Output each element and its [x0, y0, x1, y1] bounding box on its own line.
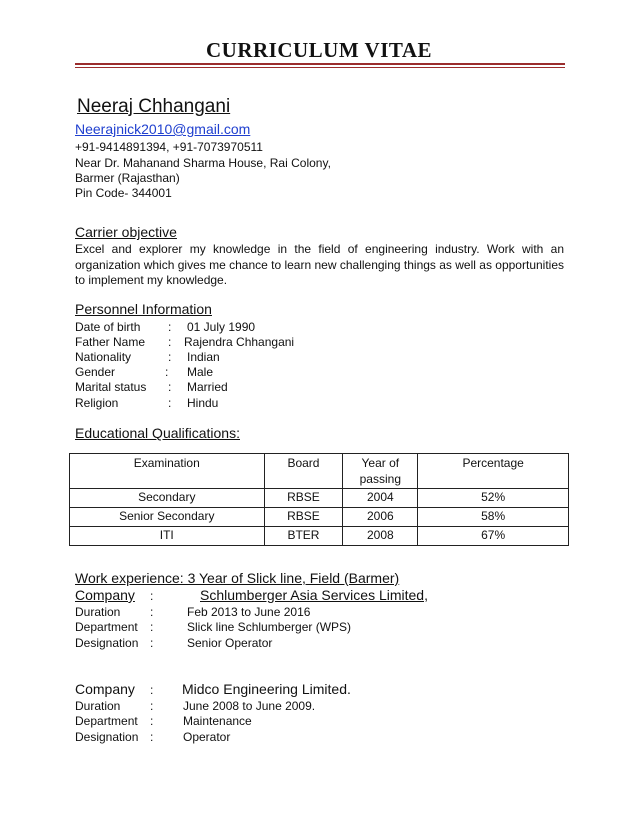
marital-status-colon: :	[168, 380, 172, 394]
marital-status-label: Marital status	[75, 380, 147, 394]
exam-cell: Senior Secondary	[70, 508, 265, 527]
column-header-percentage: Percentage	[418, 454, 569, 489]
gender-label: Gender	[75, 365, 116, 379]
table-row	[70, 508, 569, 527]
pin-code: Pin Code- 344001	[75, 186, 172, 200]
year-cell: 2004	[343, 489, 418, 508]
year-cell: 2008	[343, 527, 418, 546]
address-line-1: Near Dr. Mahanand Sharma House, Rai Colony,	[75, 156, 331, 170]
exam-cell: Secondary	[70, 489, 265, 508]
designation-label: Designation	[75, 636, 139, 650]
duration-value: Feb 2013 to June 2016	[187, 605, 311, 619]
department-value: Slick line Schlumberger (WPS)	[187, 620, 352, 634]
company-colon: :	[150, 683, 154, 697]
gender-value: Male	[187, 365, 214, 379]
address-line-2: Barmer (Rajasthan)	[75, 171, 180, 185]
father-name-label: Father Name	[75, 335, 146, 349]
company-label: Company	[75, 681, 135, 697]
board-cell: RBSE	[264, 508, 343, 527]
percentage-cell: 58%	[418, 508, 569, 527]
department-label: Department	[75, 714, 138, 728]
personal-info-heading: Personnel Information	[75, 301, 212, 317]
title-divider	[75, 63, 565, 65]
dob-colon: :	[168, 320, 172, 334]
work-experience-heading: Work experience: 3 Year of Slick line, Field (Barmer)	[75, 570, 400, 586]
table-header-row	[70, 454, 569, 489]
table-row	[70, 527, 569, 546]
board-cell: RBSE	[264, 489, 343, 508]
company-label: Company	[75, 587, 135, 603]
religion-colon: :	[168, 396, 172, 410]
company-name: Midco Engineering Limited.	[182, 681, 351, 697]
religion-label: Religion	[75, 396, 119, 410]
duration-colon: :	[150, 699, 154, 713]
phone-numbers: +91-9414891394, +91-7073970511	[75, 140, 263, 154]
duration-colon: :	[150, 605, 154, 619]
board-cell: BTER	[264, 527, 343, 546]
page-title: CURRICULUM VITAE	[206, 38, 432, 62]
objective-text: Excel and explorer my knowledge in the field of engineering industry. Work with an organization which gives me chance to learn new challenging things as well as opportunities to implement my knowledge.	[75, 242, 564, 287]
table-row	[70, 489, 569, 508]
designation-colon: :	[150, 730, 154, 744]
department-colon: :	[150, 620, 154, 634]
nationality-colon: :	[168, 350, 172, 364]
exam-cell: ITI	[70, 527, 265, 546]
column-header-board: Board	[264, 454, 343, 489]
department-value: Maintenance	[183, 714, 252, 728]
column-header-year: Year of passing	[343, 454, 418, 489]
designation-label: Designation	[75, 730, 139, 744]
company-name: Schlumberger Asia Services Limited,	[200, 587, 428, 603]
dob-label: Date of birth	[75, 320, 141, 334]
duration-label: Duration	[75, 605, 121, 619]
department-label: Department	[75, 620, 138, 634]
designation-value: Senior Operator	[187, 636, 273, 650]
designation-colon: :	[150, 636, 154, 650]
education-table	[69, 453, 569, 546]
column-header-examination: Examination	[70, 454, 265, 489]
gender-colon: :	[165, 365, 169, 379]
company-colon: :	[150, 589, 154, 603]
department-colon: :	[150, 714, 154, 728]
year-cell: 2006	[343, 508, 418, 527]
father-name-colon: :	[168, 335, 172, 349]
marital-status-value: Married	[187, 380, 228, 394]
dob-value: 01 July 1990	[187, 320, 256, 334]
designation-value: Operator	[183, 730, 231, 744]
nationality-value: Indian	[187, 350, 220, 364]
percentage-cell: 67%	[418, 527, 569, 546]
religion-value: Hindu	[187, 396, 219, 410]
father-name-value: Rajendra Chhangani	[184, 335, 295, 349]
objective-heading: Carrier objective	[75, 224, 177, 240]
title-divider-thin	[75, 67, 565, 68]
candidate-name: Neeraj Chhangani	[77, 96, 231, 117]
nationality-label: Nationality	[75, 350, 132, 364]
email-link[interactable]: Neerajnick2010@gmail.com	[75, 121, 251, 137]
duration-value: June 2008 to June 2009.	[183, 699, 316, 713]
duration-label: Duration	[75, 699, 121, 713]
percentage-cell: 52%	[418, 489, 569, 508]
education-heading: Educational Qualifications:	[75, 425, 240, 441]
